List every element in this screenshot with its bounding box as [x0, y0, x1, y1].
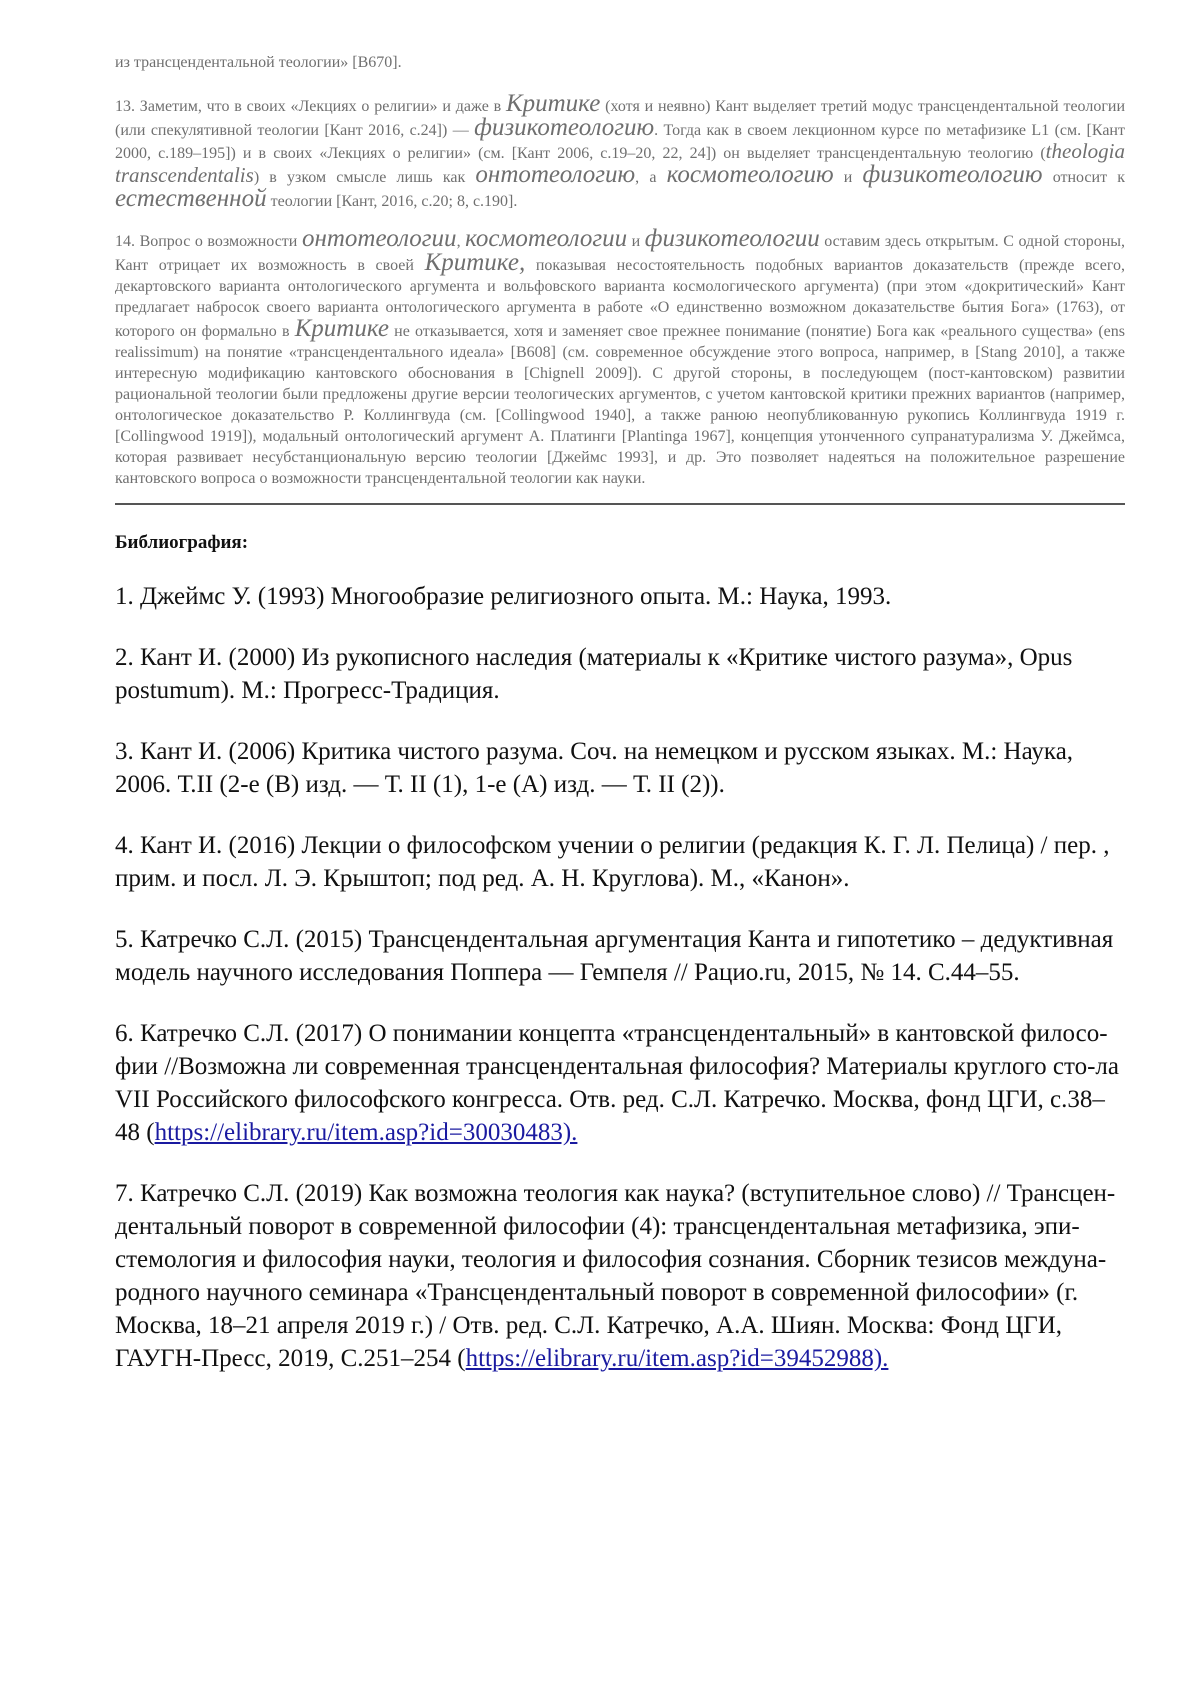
term-fizikoteologiyu: физикотеологию [474, 114, 654, 141]
term-kritike-comma: Критике, [425, 249, 526, 276]
term-fizikoteologiyu-2: физикотеологию [863, 161, 1043, 188]
term-kritike: Критике [506, 90, 600, 117]
bibliography-list [115, 580, 1125, 1375]
bibliography-item: 3. Кант И. (2006) Критика чистого разума. Соч. на немецком и русском языках. М.: Наука, 2006. Т.II (2-е (В) изд. — Т. II (1), 1-е (А) изд. — Т. II (2)). [115, 735, 1125, 801]
footnote-14: 14. Вопрос о возможности онтотеологии, космотеологии и физикотеологии оставим здесь открытым. С одной стороны, Кант отрицает их возможность в своей Критике, показывая несостоятельность подобных вариантов доказательств (прежде всего, декартовского варианта онтологического аргумента и вольфовского варианта космологического аргумента) (при этом «докритический» Кант предлагает набросок своего варианта онтологического аргумента в работе «О единственно возможном доказательстве бытия Бога» (1763), от которого он формально в Критике не отказывается, хотя и заменяет свое прежнее понимание (понятие) Бога как «реального существа» (ens realissimum) на понятие «трансцендентального идеала» [B608] (см. современное обсуждение этого вопроса, например, в [Stang 2010], а также интересную модификацию кантовского обоснования в [Chignell 2009]). С другой стороны, в последующем (пост-кантовском) развитии рациональной теологии были предложены другие версии теологических аргументов, с учетом кантовской критики прежних вариантов (например, онтологическое доказательство Р. Коллингвуда (см. [Collingwood 1940], а также ранюю неопубликованную рукопись Коллингвуда 1919 г. [Collingwood 1919]), модальный онтологический аргумент А. Платинги [Plantinga 1967], концепция утонченного супранатурализма У. Джеймса, которая развивает несубстанциональную версию теологии [Джеймс 1993], и др. Это позволяет надеяться на положительное разрешение кантовского вопроса о возможности трансцендентальной теологии как науки. [115, 228, 1125, 489]
term-kritike-2: Критике [295, 315, 389, 342]
bibliography-item: 5. Катречко С.Л. (2015) Трансцендентальная аргументация Канта и гипотетико – дедуктивная модель научного исследования Поппера — Гемпеля // Рацио.ru, 2015, № 14. С.44–55. [115, 923, 1125, 989]
footnote-13: 13. Заметим, что в своих «Лекциях о религии» и даже в Критике (хотя и неявно) Кант выделяет третий модус трансцендентальной теологии (или спекулятивной теологии [Кант 2016, с.24]) — физикотеологию. Тогда как в своем лекционном курсе по метафизике L1 (см. [Кант 2000, с.189–195]) и в своих «Лекциях о религии» (см. [Кант 2006, с.19–20, 22, 24]) он выделяет трансцендентальную теологию (theologia transcendentalis) в узком смысле лишь как онтотеологию, а космотеологию и физикотеологию относит к естественной теологии [Кант, 2016, с.20; 8, с.190]. [115, 93, 1125, 212]
term-theologia-transcendentalis: theologia transcendentalis [115, 139, 1125, 187]
term-ontoteologiyu: онтотеологию [475, 161, 635, 188]
bibliography-item: 4. Кант И. (2016) Лекции о философском учении о религии (редакция К. Г. Л. Пелица) / пер. , прим. и посл. Л. Э. Крыштоп; под ред. А. Н. Круглова). М., «Канон». [115, 829, 1125, 895]
elibrary-link[interactable]: https://elibrary.ru/item.asp?id=30030483). [155, 1119, 578, 1146]
term-kosmoteologii: космотеологии [465, 225, 627, 252]
bibliography-heading: Библиография: [115, 532, 1125, 554]
bibliography-item: 6. Катречко С.Л. (2017) О понимании концепта «трансцендентальный» в кантовской филосо-фии //Возможна ли современная трансцендентальная философия? Материалы круглого сто-ла VII Российского философского конгресса. Отв. ред. С.Л. Катречко. Москва, фонд ЦГИ, с.38–48 (https://elibrary.ru/item.asp?id=30030483). [115, 1017, 1125, 1149]
bibliography-item: 2. Кант И. (2000) Из рукописного наследия (материалы к «Критике чистого разума», Opus postumum). М.: Прогресс-Традиция. [115, 641, 1125, 707]
term-ontoteologii: онтотеологии [302, 225, 457, 252]
footnote-divider [115, 503, 1125, 505]
term-fizikoteologii: физикотеологии [645, 225, 820, 252]
term-estestvennoy: естественной [115, 185, 267, 212]
bibliography-item: 7. Катречко С.Л. (2019) Как возможна теология как наука? (вступительное слово) // Трансцен-дентальный поворот в современной философии (4): трансцендентальная метафизика, эпи-стемология и философия науки, теология и философия сознания. Сборник тезисов междуна-родного научного семинара «Трансцендентальный поворот в современной философии» (г. Москва, 18–21 апреля 2019 г.) / Отв. ред. С.Л. Катречко, А.А. Шиян. Москва: Фонд ЦГИ, ГАУГН-Пресс, 2019, С.251–254 (https://elibrary.ru/item.asp?id=39452988). [115, 1177, 1125, 1375]
term-kosmoteologiyu: космотеологию [667, 161, 834, 188]
document-page [115, 52, 1125, 1403]
footnote-12-tail: из трансцендентальной теологии» [B670]. [115, 52, 1125, 73]
bibliography-item: 1. Джеймс У. (1993) Многообразие религиозного опыта. М.: Наука, 1993. [115, 580, 1125, 613]
elibrary-link[interactable]: https://elibrary.ru/item.asp?id=39452988). [466, 1345, 889, 1372]
